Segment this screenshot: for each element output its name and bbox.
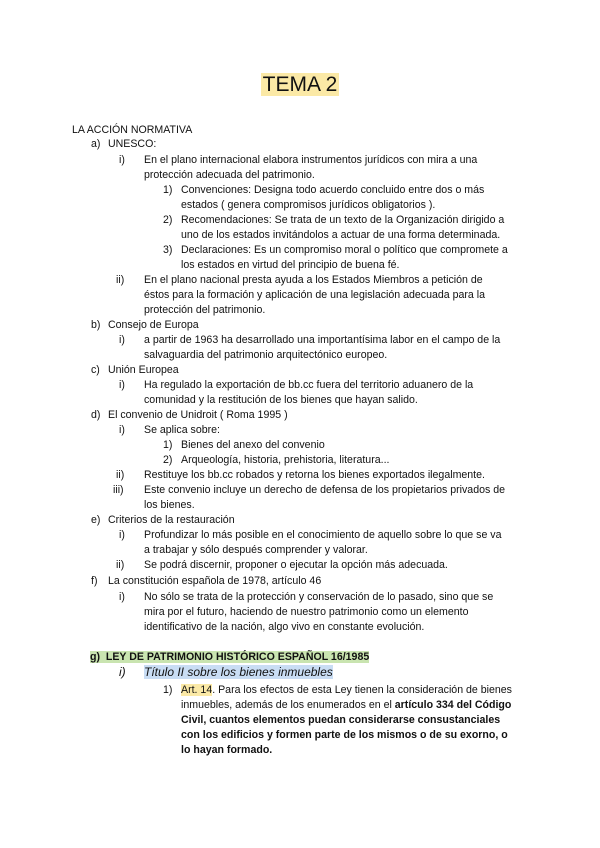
item-a-i-3-marker: 3)	[163, 244, 173, 256]
item-e-i-line1: Profundizar lo más posible en el conocimiento de aquello sobre lo que se va	[144, 529, 502, 541]
item-g-art-line5: lo hayan formado.	[181, 744, 273, 756]
item-d-i-2-marker: 2)	[163, 454, 173, 466]
item-f-label: La constitución española de 1978, artículo 46	[108, 575, 322, 587]
item-g-art-line3: Civil, cuantos elementos puedan considerarse consustanciales	[181, 714, 501, 726]
item-b-i-marker: i)	[119, 334, 125, 346]
item-c-label: Unión Europea	[108, 364, 179, 376]
item-b-i-line2: salvaguardia del patrimonio arquitectónico europeo.	[144, 349, 388, 361]
item-a-ii-line2: éstos para la formación y aplicación de una legislación adecuada para la	[144, 289, 485, 301]
item-a-marker: a)	[91, 138, 101, 150]
item-e-label: Criterios de la restauración	[108, 514, 235, 526]
item-d-i-marker: i)	[119, 424, 125, 436]
item-a-i-marker: i)	[119, 154, 125, 166]
page-title: TEMA 2	[262, 73, 338, 96]
item-d-i-line1: Se aplica sobre:	[144, 424, 220, 436]
item-g-marker: g)	[90, 651, 100, 663]
item-a-i-line1: En el plano internacional elabora instrumentos jurídicos con mira a una	[144, 154, 478, 166]
item-e-marker: e)	[91, 514, 101, 526]
item-f-i-line2: mira por el futuro, haciendo de nuestro patrimonio como un elemento	[144, 606, 469, 618]
item-a-label: UNESCO:	[108, 138, 157, 150]
item-a-i-1-marker: 1)	[163, 184, 173, 196]
item-e-ii-marker: ii)	[116, 559, 125, 571]
item-d-ii-marker: ii)	[116, 469, 125, 481]
item-a-i-1-line1: Convenciones: Designa todo acuerdo concluido entre dos o más	[181, 184, 485, 196]
item-d-i-1-marker: 1)	[163, 439, 173, 451]
item-g-art-line4: con los edificios y formen parte de los mismos o de su exorno, o	[181, 729, 508, 741]
item-a-ii-marker: ii)	[116, 274, 125, 286]
item-a-i-3-line2: los estados en virtud del principio de buena fé.	[181, 259, 400, 271]
item-a-i-2-line1: Recomendaciones: Se trata de un texto de la Organización dirigido a	[181, 214, 505, 226]
item-g-art-line2	[181, 698, 511, 713]
section-heading: LA ACCIÓN NORMATIVA	[72, 124, 193, 136]
item-f-i-line3: identificativo de la nación, algo vivo en constante evolución.	[144, 621, 425, 633]
article-line1-rest: . Para los efectos de esta Ley tienen la consideración de bienes	[212, 684, 512, 696]
item-g-i-label	[144, 665, 333, 680]
item-f-marker: f)	[91, 575, 98, 587]
item-c-marker: c)	[91, 364, 100, 376]
item-c-i-marker: i)	[119, 379, 125, 391]
item-d-iii-line2: los bienes.	[144, 499, 195, 511]
item-e-i-line2: a trabajar y sólo después comprender y valorar.	[144, 544, 368, 556]
item-b-marker: b)	[91, 319, 101, 331]
item-g-art-marker: 1)	[163, 684, 173, 696]
article-line2-bold: artículo 334 del Código	[394, 699, 512, 711]
item-c-i-line1: Ha regulado la exportación de bb.cc fuera del territorio aduanero de la	[144, 379, 474, 391]
item-a-i-2-marker: 2)	[163, 214, 173, 226]
item-e-ii-line1: Se podrá discernir, proponer o ejecutar la opción más adecuada.	[144, 559, 448, 571]
item-g-label: LEY DE PATRIMONIO HISTÓRICO ESPAÑOL 16/1985	[105, 651, 370, 663]
item-g-heading	[90, 650, 369, 665]
article-line2-plain: inmuebles, además de los enumerados en el	[181, 699, 395, 711]
item-d-iii-marker: iii)	[113, 484, 124, 496]
item-b-label: Consejo de Europa	[108, 319, 199, 331]
item-d-ii-line1: Restituye los bb.cc robados y retorna los bienes exportados ilegalmente.	[144, 469, 485, 481]
item-d-label: El convenio de Unidroit ( Roma 1995 )	[108, 409, 288, 421]
item-d-i-1-line1: Bienes del anexo del convenio	[181, 439, 325, 451]
item-g-art-line1	[181, 683, 512, 698]
item-g-i-marker: i)	[119, 665, 126, 679]
item-a-i-line2: protección adecuada del patrimonio.	[144, 169, 315, 181]
item-f-i-marker: i)	[119, 591, 125, 603]
item-g-i-highlight: Título II sobre los bienes inmuebles	[144, 665, 333, 679]
article-ref: Art. 14	[181, 684, 213, 696]
item-a-ii-line1: En el plano nacional presta ayuda a los Estados Miembros a petición de	[144, 274, 483, 286]
item-a-i-2-line2: uno de los estados invitándolos a actuar de una forma determinada.	[181, 229, 501, 241]
item-a-ii-line3: protección del patrimonio.	[144, 304, 266, 316]
item-f-i-line1: No sólo se trata de la protección y conservación de lo pasado, sino que se	[144, 591, 494, 603]
item-a-i-1-line2: estados ( genera compromisos jurídicos obligatorios ).	[181, 199, 436, 211]
item-d-i-2-line1: Arqueología, historia, prehistoria, literatura...	[181, 454, 390, 466]
item-g-highlight	[90, 651, 369, 663]
item-e-i-marker: i)	[119, 529, 125, 541]
item-c-i-line2: comunidad y la restitución de los bienes que hayan salido.	[144, 394, 418, 406]
item-a-i-3-line1: Declaraciones: Es un compromiso moral o político que compromete a	[181, 244, 508, 256]
item-d-marker: d)	[91, 409, 101, 421]
item-d-iii-line1: Este convenio incluye un derecho de defensa de los propietarios privados de	[144, 484, 506, 496]
item-b-i-line1: a partir de 1963 ha desarrollado una importantísima labor en el campo de la	[144, 334, 501, 346]
